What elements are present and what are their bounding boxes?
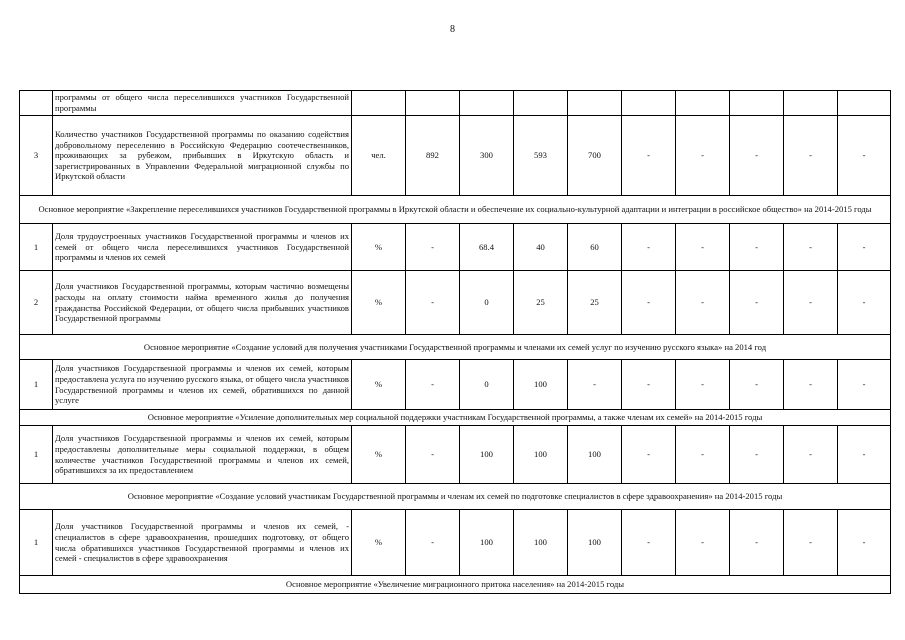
section-header-row [20, 410, 891, 426]
value-cell: - [730, 510, 784, 576]
value-cell [676, 91, 730, 116]
value-cell: - [676, 116, 730, 196]
value-cell: - [406, 510, 460, 576]
value-cell: - [730, 271, 784, 335]
section-title: Основное мероприятие «Создание условий участникам Государственной программы и членам их семей по подготовке специалистов в сфере здравоохранения» на 2014-2015 годы [20, 484, 891, 510]
row-number: 1 [20, 224, 53, 271]
value-cell: 100 [568, 426, 622, 484]
value-cell [514, 91, 568, 116]
value-cell [460, 91, 514, 116]
value-cell: - [622, 426, 676, 484]
indicator-description: Доля участников Государственной программы и членов их семей, которым предоставлена услуга по изучению русского языка, от общего числа участников Государственной программы и членов их семей, обратившихся по данной услуге [53, 360, 352, 410]
indicator-description: Доля трудоустроенных участников Государственной программы и членов их семей от общего числа переселившихся участников Государственной программы и членов их семей [53, 224, 352, 271]
value-cell: - [838, 426, 891, 484]
value-cell: 0 [460, 360, 514, 410]
value-cell: - [730, 224, 784, 271]
unit-cell: % [352, 224, 406, 271]
section-title: Основное мероприятие «Усиление дополнительных мер социальной поддержки участникам Государственной программы, а также членам их семей» на 2014-2015 годы [20, 410, 891, 426]
table-row [20, 426, 891, 484]
value-cell: - [784, 271, 838, 335]
section-title: Основное мероприятие «Увеличение миграционного притока населения» на 2014-2015 годы [20, 576, 891, 594]
page-number: 8 [450, 24, 455, 35]
value-cell: 100 [460, 510, 514, 576]
table-row [20, 271, 891, 335]
row-number: 1 [20, 426, 53, 484]
value-cell: - [838, 360, 891, 410]
unit-cell: % [352, 510, 406, 576]
row-number: 3 [20, 116, 53, 196]
value-cell: - [622, 224, 676, 271]
table-row [20, 510, 891, 576]
row-number [20, 91, 53, 116]
unit-cell: % [352, 271, 406, 335]
indicator-description: Доля участников Государственной программы и членов их семей, которым предоставлены дополнительные меры социальной поддержки, в общем количестве участников Государственной программы и членов их семей, обратившихся за их предоставлением [53, 426, 352, 484]
value-cell: 593 [514, 116, 568, 196]
indicator-description: Количество участников Государственной программы по оказанию содействия добровольному переселению в Российскую Федерацию соотечественников, проживающих за рубежом, прибывших в Иркутскую область и зарегистрированных в Управлении Федеральной миграционной службы по Иркутской области [53, 116, 352, 196]
table-row [20, 360, 891, 410]
value-cell: 100 [568, 510, 622, 576]
value-cell: 100 [514, 510, 568, 576]
value-cell: - [784, 360, 838, 410]
value-cell: 25 [568, 271, 622, 335]
value-cell: - [676, 360, 730, 410]
value-cell: - [676, 510, 730, 576]
section-header-row [20, 484, 891, 510]
value-cell: 40 [514, 224, 568, 271]
value-cell [406, 91, 460, 116]
value-cell: - [622, 116, 676, 196]
value-cell: 700 [568, 116, 622, 196]
value-cell: - [622, 360, 676, 410]
value-cell [730, 91, 784, 116]
value-cell: 25 [514, 271, 568, 335]
value-cell: 68.4 [460, 224, 514, 271]
value-cell: - [406, 271, 460, 335]
value-cell: 300 [460, 116, 514, 196]
row-number: 1 [20, 360, 53, 410]
value-cell: - [838, 271, 891, 335]
value-cell: - [406, 360, 460, 410]
value-cell: - [676, 271, 730, 335]
value-cell [838, 91, 891, 116]
value-cell: - [406, 224, 460, 271]
value-cell: 892 [406, 116, 460, 196]
unit-cell: % [352, 360, 406, 410]
table-row [20, 116, 891, 196]
row-number: 2 [20, 271, 53, 335]
value-cell: 100 [514, 426, 568, 484]
value-cell: - [730, 360, 784, 410]
value-cell: - [568, 360, 622, 410]
unit-cell [352, 91, 406, 116]
value-cell [622, 91, 676, 116]
value-cell: - [838, 116, 891, 196]
indicators-table [19, 90, 891, 594]
table-row [20, 91, 891, 116]
value-cell: - [838, 510, 891, 576]
value-cell: 0 [460, 271, 514, 335]
value-cell [568, 91, 622, 116]
indicator-description: программы от общего числа переселившихся участников Государственной программы [53, 91, 352, 116]
value-cell: - [730, 116, 784, 196]
section-title: Основное мероприятие «Закрепление переселившихся участников Государственной программы в Иркутской области и обеспечение их социально-культурной адаптации и интеграции в российское общество» на 2014-2015 годы [20, 196, 891, 224]
indicator-description: Доля участников Государственной программы и членов их семей, - специалистов в сфере здравоохранения, прошедших подготовку, от общего числа обратившихся участников Государственной программы и членов их семей - специалистов в сфере здравоохранения [53, 510, 352, 576]
value-cell: 100 [514, 360, 568, 410]
value-cell: - [676, 224, 730, 271]
section-title: Основное мероприятие «Создание условий для получения участниками Государственной программы и членами их семей услуг по изучению русского языка» на 2014 год [20, 335, 891, 360]
value-cell: - [622, 510, 676, 576]
value-cell: - [730, 426, 784, 484]
section-header-row [20, 196, 891, 224]
value-cell: - [784, 224, 838, 271]
section-header-row [20, 335, 891, 360]
value-cell: - [784, 116, 838, 196]
value-cell: - [622, 271, 676, 335]
unit-cell: % [352, 426, 406, 484]
value-cell: - [406, 426, 460, 484]
value-cell: - [676, 426, 730, 484]
value-cell: 100 [460, 426, 514, 484]
row-number: 1 [20, 510, 53, 576]
value-cell: - [784, 426, 838, 484]
indicator-description: Доля участников Государственной программы, которым частично возмещены расходы на оплату стоимости найма временного жилья до получения гражданства Российской Федерации, от общего числа прибывших участников Государственной программы [53, 271, 352, 335]
table-row [20, 224, 891, 271]
value-cell [784, 91, 838, 116]
section-header-row [20, 576, 891, 594]
value-cell: - [784, 510, 838, 576]
unit-cell: чел. [352, 116, 406, 196]
value-cell: - [838, 224, 891, 271]
value-cell: 60 [568, 224, 622, 271]
